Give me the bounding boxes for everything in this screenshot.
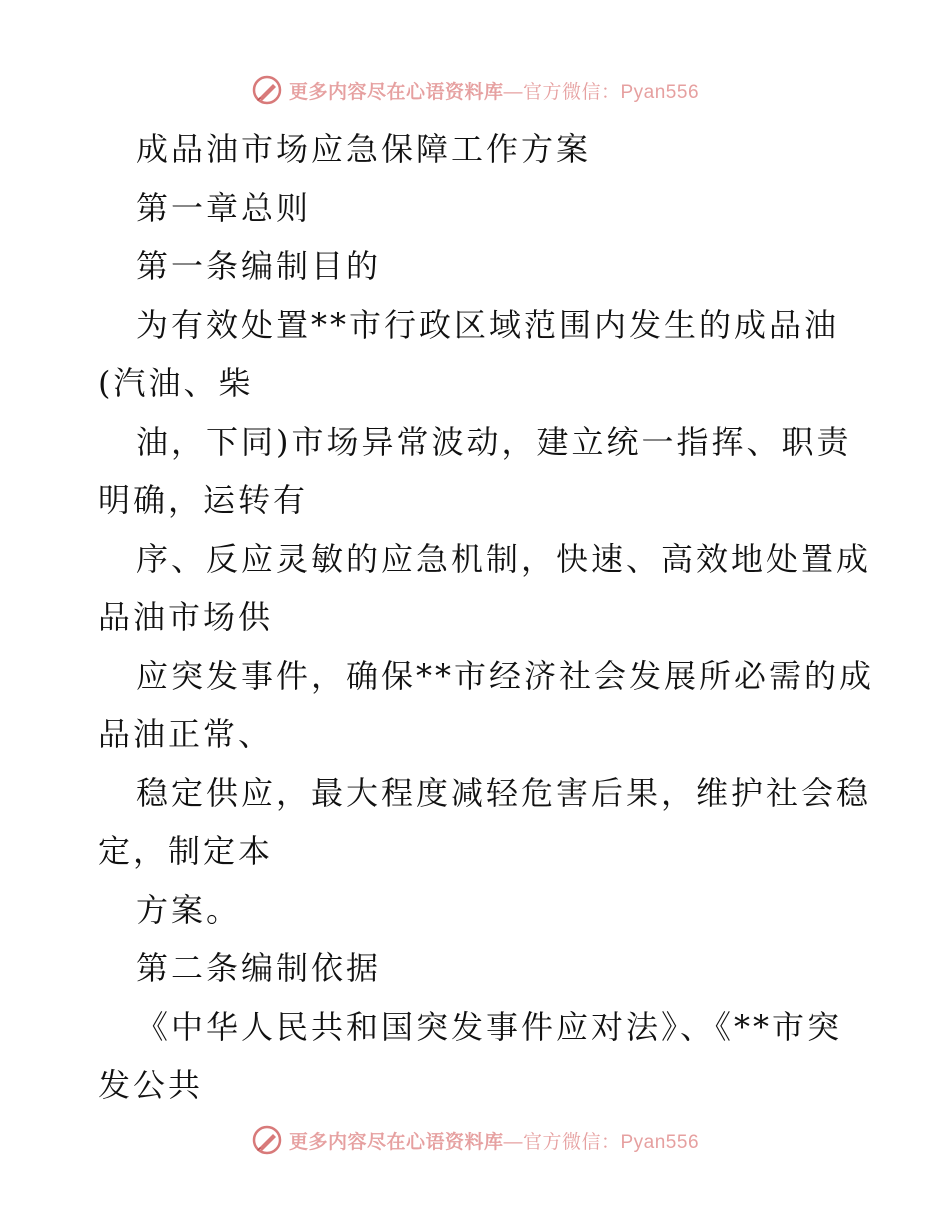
pen-logo-icon [251,74,283,106]
paragraph-line: 明确，运转有 [98,481,309,519]
paragraph-line: 油，下同)市场异常波动，建立统一指挥、职责 [136,422,852,461]
paragraph-line: 序、反应灵敏的应急机制，快速、高效地处置成 [136,539,872,578]
paragraph-line: 稳定供应，最大程度减轻危害后果，维护社会稳 [136,773,872,812]
paragraph-line: 方案。 [136,890,242,929]
paragraph-line: 为有效处置**市行政区域范围内发生的成品油 [136,305,840,344]
article-heading: 第一条编制目的 [136,247,382,285]
chapter-heading: 第一章总则 [136,188,312,227]
paragraph-line: (汽油、柴 [98,364,254,402]
paragraph-line: 品油市场供 [98,598,274,636]
watermark-text: 更多内容尽在心语资料库—官方微信：Pyan556 [288,1130,700,1153]
watermark-header [0,70,950,110]
document-body [98,120,875,1115]
paragraph-line: 《中华人民共和国突发事件应对法》、《**市突 [136,1007,843,1046]
watermark-text: 更多内容尽在心语资料库—官方微信：Pyan556 [288,80,700,103]
pen-logo-icon [251,1124,283,1156]
watermark-footer [0,1120,950,1160]
paragraph-line: 品油正常、 [98,715,274,753]
document-title: 成品油市场应急保障工作方案 [136,130,592,168]
paragraph-line: 应突发事件，确保**市经济社会发展所必需的成 [136,656,875,695]
paragraph-line: 发公共 [98,1066,204,1104]
paragraph-line: 定，制定本 [98,832,274,870]
article-heading: 第二条编制依据 [136,949,382,987]
